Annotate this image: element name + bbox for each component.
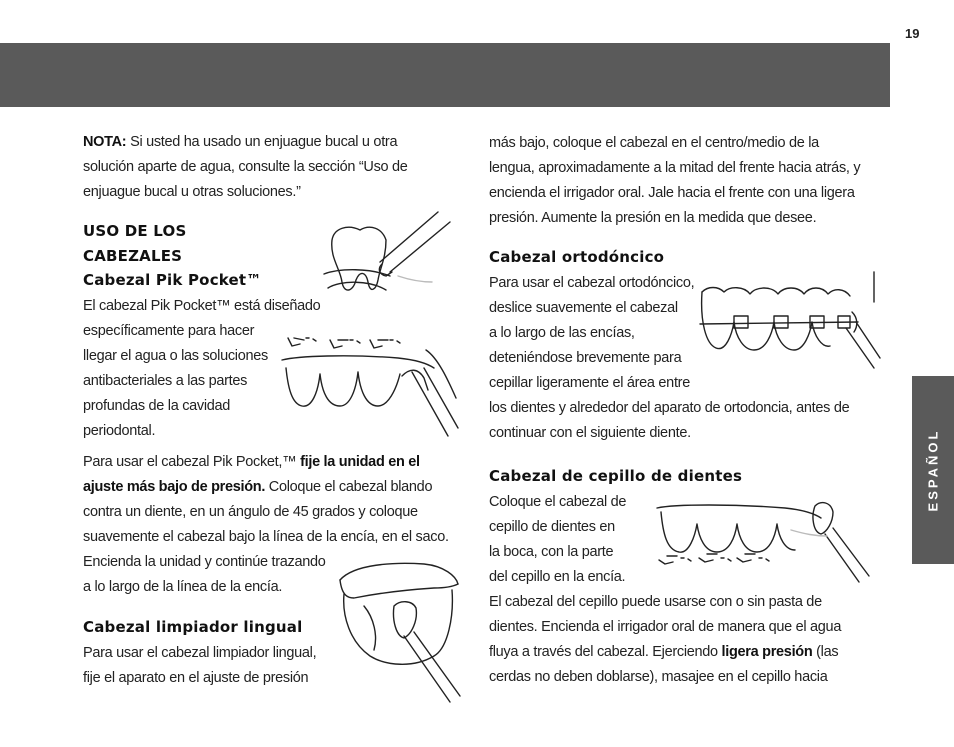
orto-line: Para usar el cabezal ortodóncico, (489, 275, 695, 291)
pik-instr-rest: Coloque el cabezal blando (265, 479, 433, 495)
lingual-line: Para usar el cabezal limpiador lingual, (83, 645, 317, 661)
pik-instr-line: suavemente el cabezal bajo la línea de la encía, en el saco. (83, 529, 449, 545)
cepillo-line: El cabezal del cepillo puede usarse con o sin pasta de (489, 594, 822, 610)
pik-pocket-heading: Cabezal Pik Pocket™ (83, 271, 262, 289)
cepillo-line: fluya a través del cabezal. Ejerciendo (489, 644, 722, 660)
pik-pocket-gumline-illustration (278, 328, 464, 438)
pik-pocket-tooth-illustration (320, 210, 460, 310)
lingual-description (83, 641, 316, 691)
nota-line: enjuague bucal u otras soluciones.” (83, 184, 301, 200)
pik-instr-bold: ajuste más bajo de presión. (83, 479, 266, 495)
nota-line: Si usted ha usado un enjuague bucal u otra (126, 134, 398, 150)
cepillo-line: la boca, con la parte (489, 544, 614, 560)
section-heading-line: CABEZALES (83, 247, 183, 265)
language-tab (912, 376, 954, 564)
cepillo-line: cepillo de dientes en (489, 519, 615, 535)
lingual-cont-line: más bajo, coloque el cabezal en el centro/medio de la (489, 135, 819, 151)
orto-line: a lo largo de las encías, (489, 325, 635, 341)
orthodontic-braces-illustration (698, 272, 880, 372)
pik-line: específicamente para hacer (83, 323, 255, 339)
nota-label: NOTA: (83, 134, 127, 150)
pik-line: antibacteriales a las partes (83, 373, 248, 389)
pik-line: El cabezal Pik Pocket™ está diseñado (83, 298, 321, 314)
orto-line: deslice suavemente el cabezal (489, 300, 678, 316)
lingual-cont-line: presión. Aumente la presión en la medida que desee. (489, 210, 817, 226)
toothbrush-illustration (655, 500, 875, 586)
header-bar (0, 43, 890, 107)
pik-line: periodontal. (83, 423, 156, 439)
pik-instr-start: Para usar el cabezal Pik Pocket,™ (83, 454, 301, 470)
page-number: 19 (905, 26, 920, 41)
language-tab-label: ESPAÑOL (925, 428, 941, 512)
cepillo-line: dientes. Encienda el irrigador oral de manera que el agua (489, 619, 842, 635)
nota-paragraph (83, 130, 408, 205)
toothbrush-heading: Cabezal de cepillo de dientes (489, 467, 743, 485)
cepillo-line: Coloque el cabezal de (489, 494, 627, 510)
pik-line: profundas de la cavidad (83, 398, 231, 414)
pik-instr-bold: fije la unidad en el (300, 454, 420, 470)
lingual-cleaner-illustration (334, 556, 464, 706)
cepillo-line: cerdas no deben doblarse), masajee en el cepillo hacia (489, 669, 828, 685)
orto-line: cepillar ligeramente el área entre (489, 375, 690, 391)
cepillo-bold: ligera presión (721, 644, 813, 660)
lingual-line: fije el aparato en el ajuste de presión (83, 670, 309, 686)
pik-instr-line: Encienda la unidad y continúe trazando (83, 554, 326, 570)
lingual-cont-line: lengua, aproximadamente a la mitad del frente hacia atrás, y (489, 160, 861, 176)
section-heading-line: USO DE LOS (83, 222, 187, 240)
orthodontic-heading: Cabezal ortodóncico (489, 248, 665, 266)
orto-line: continuar con el siguiente diente. (489, 425, 691, 441)
lingual-continuation (489, 131, 860, 231)
pik-line: llegar el agua o las soluciones (83, 348, 268, 364)
section-heading-uso-2 (83, 247, 182, 265)
nota-line: solución aparte de agua, consulte la sección “Uso de (83, 159, 408, 175)
section-heading-uso (83, 222, 186, 240)
lingual-heading: Cabezal limpiador lingual (83, 618, 303, 636)
orto-line: deteniéndose brevemente para (489, 350, 682, 366)
orto-line: los dientes y alrededor del aparato de ortodoncia, antes de (489, 400, 850, 416)
pik-instr-line: contra un diente, en un ángulo de 45 grados y coloque (83, 504, 418, 520)
cepillo-line: del cepillo en la encía. (489, 569, 626, 585)
lingual-cont-line: encienda el irrigador oral. Jale hacia el frente con una ligera (489, 185, 855, 201)
pik-instr-line: a lo largo de la línea de la encía. (83, 579, 283, 595)
cepillo-after-bold: (las (812, 644, 839, 660)
